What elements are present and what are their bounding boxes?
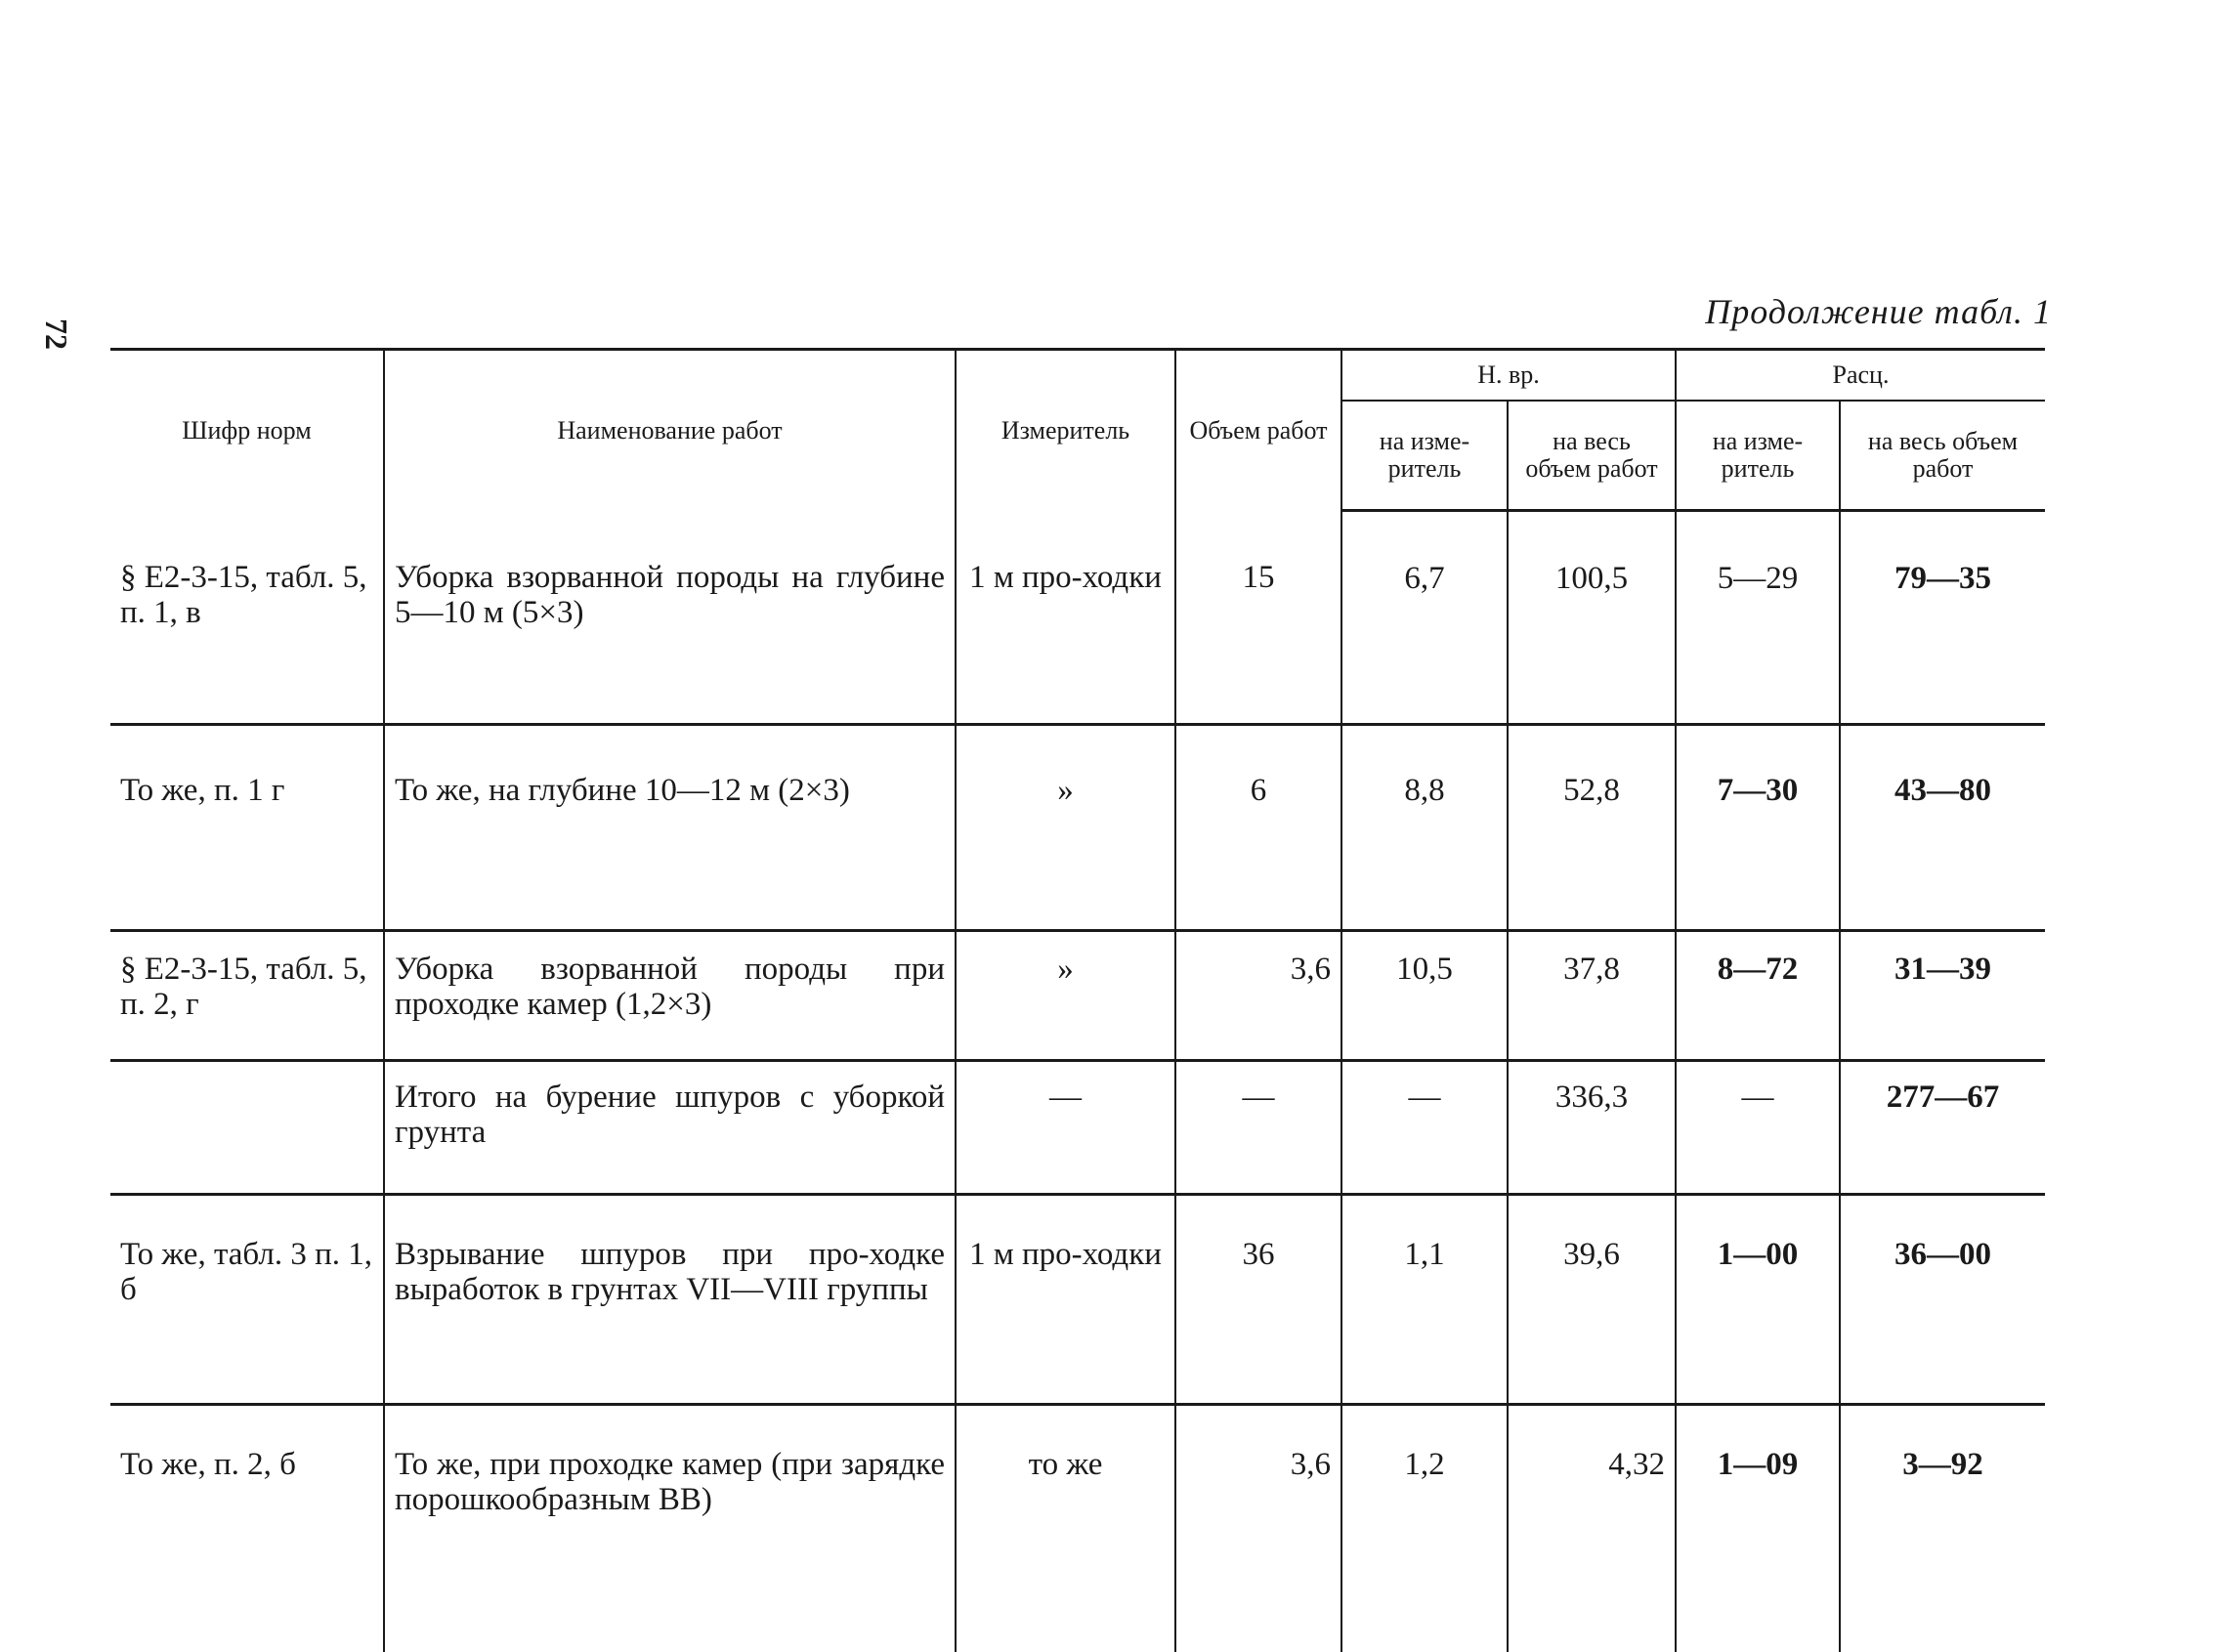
cell-time-unit: — xyxy=(1341,1061,1508,1195)
cell-code: То же, табл. 3 п. 1, б xyxy=(110,1195,384,1405)
cell-time-unit: 1,1 xyxy=(1341,1195,1508,1405)
cell-time-total: 4,32 xyxy=(1508,1405,1676,1652)
header-time-per-total: на весь объем работ xyxy=(1508,401,1676,511)
header-price-per-unit: на изме-ритель xyxy=(1676,401,1840,511)
cell-work: Уборка взорванной породы на глубине 5—10 м (5×3) xyxy=(384,511,956,725)
cell-unit: » xyxy=(956,931,1175,1061)
cell-time-total: 52,8 xyxy=(1508,725,1676,931)
table-row xyxy=(110,1195,2045,1405)
table-row xyxy=(110,931,2045,1061)
cell-work: То же, при проходке камер (при зарядке порошкообразным ВВ) xyxy=(384,1405,956,1652)
cell-volume: 3,6 xyxy=(1175,931,1341,1061)
cell-price-unit: 1—09 xyxy=(1676,1405,1840,1652)
header-time-per-unit: на изме-ритель xyxy=(1341,401,1508,511)
cell-volume: 6 xyxy=(1175,725,1341,931)
header-unit: Измеритель xyxy=(956,350,1175,511)
page-number: 72 xyxy=(27,305,86,363)
cell-time-total: 100,5 xyxy=(1508,511,1676,725)
cell-price-total: 36—00 xyxy=(1840,1195,2045,1405)
cell-time-unit: 6,7 xyxy=(1341,511,1508,725)
cell-code xyxy=(110,1061,384,1195)
cell-unit: — xyxy=(956,1061,1175,1195)
cell-work: Уборка взорванной породы при проходке камер (1,2×3) xyxy=(384,931,956,1061)
cell-unit: » xyxy=(956,725,1175,931)
cell-code: То же, п. 2, б xyxy=(110,1405,384,1652)
cell-volume: 3,6 xyxy=(1175,1405,1341,1652)
header-code: Шифр норм xyxy=(110,350,384,511)
cell-time-unit: 10,5 xyxy=(1341,931,1508,1061)
header-volume: Объем работ xyxy=(1175,350,1341,511)
cell-unit: 1 м про-ходки xyxy=(956,1195,1175,1405)
cell-price-total: 31—39 xyxy=(1840,931,2045,1061)
cell-volume: 15 xyxy=(1175,511,1341,725)
cell-price-total: 79—35 xyxy=(1840,511,2045,725)
cell-code: § Е2-3-15, табл. 5, п. 1, в xyxy=(110,511,384,725)
cell-work: Итого на бурение шпуров с уборкой грунта xyxy=(384,1061,956,1195)
cell-price-unit: 1—00 xyxy=(1676,1195,1840,1405)
cell-price-total: 277—67 xyxy=(1840,1061,2045,1195)
cell-code: То же, п. 1 г xyxy=(110,725,384,931)
table-row xyxy=(110,511,2045,725)
cell-price-unit: 5—29 xyxy=(1676,511,1840,725)
cell-price-total: 43—80 xyxy=(1840,725,2045,931)
cell-unit: 1 м про-ходки xyxy=(956,511,1175,725)
cell-work: То же, на глубине 10—12 м (2×3) xyxy=(384,725,956,931)
table-continuation-label: Продолжение табл. 1 xyxy=(1705,291,2052,332)
cell-code: § Е2-3-15, табл. 5, п. 2, г xyxy=(110,931,384,1061)
norms-table xyxy=(110,348,2045,1652)
cell-time-total: 336,3 xyxy=(1508,1061,1676,1195)
cell-price-unit: 8—72 xyxy=(1676,931,1840,1061)
cell-work: Взрывание шпуров при про-ходке выработок в грунтах VII—VIII группы xyxy=(384,1195,956,1405)
table-row xyxy=(110,1405,2045,1652)
cell-time-total: 37,8 xyxy=(1508,931,1676,1061)
header-price-group: Расц. xyxy=(1676,350,2045,402)
header-time-group: Н. вр. xyxy=(1341,350,1676,402)
cell-time-unit: 1,2 xyxy=(1341,1405,1508,1652)
cell-price-total: 3—92 xyxy=(1840,1405,2045,1652)
cell-volume: — xyxy=(1175,1061,1341,1195)
cell-price-unit: 7—30 xyxy=(1676,725,1840,931)
cell-volume: 36 xyxy=(1175,1195,1341,1405)
table-row xyxy=(110,1061,2045,1195)
cell-time-unit: 8,8 xyxy=(1341,725,1508,931)
table-row xyxy=(110,725,2045,931)
cell-unit: то же xyxy=(956,1405,1175,1652)
cell-time-total: 39,6 xyxy=(1508,1195,1676,1405)
header-price-per-total: на весь объем работ xyxy=(1840,401,2045,511)
header-work: Наименование работ xyxy=(384,350,956,511)
cell-price-unit: — xyxy=(1676,1061,1840,1195)
